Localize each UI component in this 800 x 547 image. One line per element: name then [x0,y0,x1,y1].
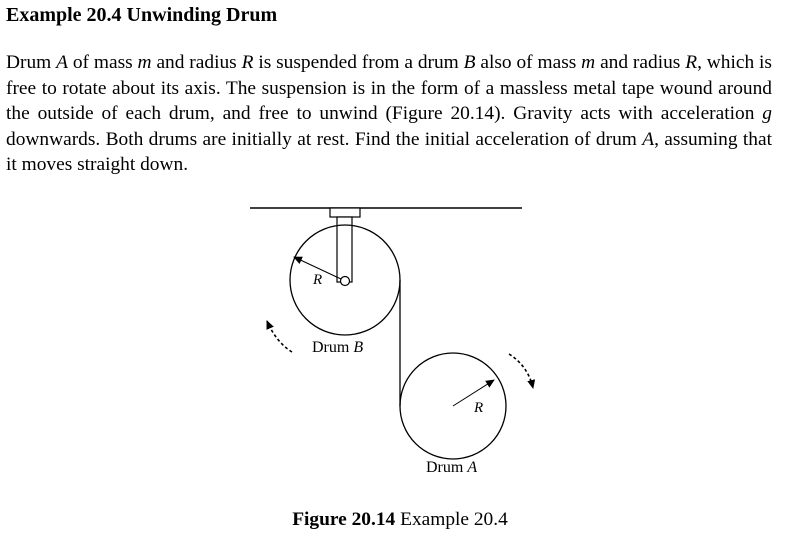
var-a: A [642,128,655,150]
drum-b-radius-label: R [313,272,323,288]
text-run: also of mass [475,52,582,73]
var-g: g [762,103,772,124]
text-run: of mass [67,52,138,73]
drum-a-label-text: Drum [426,459,468,476]
drum-a-label [426,459,477,476]
text-run: is suspended from a drum [253,52,464,73]
caption-text: Example 20.4 [395,509,508,530]
text-run: and radius [151,52,242,73]
drum-b-label-text: Drum [312,339,354,356]
text-run: downwards. Both drums are initially at rest. Find the initial acceleration of drum [6,128,643,150]
var-r: R [685,52,698,73]
drum-b-axle [341,277,350,286]
text-run: Drum [6,52,57,73]
text-run: , which is free to rotate about its axis. The suspension is in the form of a massless metal tape wound around the outside of each drum, and free to unwind (Figure 20.14). Gravity acts with acceleration [6,52,772,124]
var-r: R [241,52,254,73]
drum-b-label [312,339,363,356]
drum-b-rotation-arrow [267,321,292,352]
mount-arm [337,217,352,282]
var-a: A [56,52,68,73]
var-m: m [137,52,152,73]
text-run: , assuming that it moves straight down. [6,128,773,175]
drum-a-rotation-arrow [509,354,533,388]
drum-a-label-var: A [467,459,478,476]
var-m: m [581,52,596,73]
figure-caption [0,508,800,532]
drum-a-radius-label: R [474,400,484,416]
caption-figure-number: Figure 20.14 [292,509,396,530]
var-b: B [463,52,476,73]
drum-b-label-var: B [353,339,364,356]
mount-plate [330,208,360,217]
text-run: and radius [595,52,686,73]
example-title: Example 20.4 Unwinding Drum [6,4,278,26]
